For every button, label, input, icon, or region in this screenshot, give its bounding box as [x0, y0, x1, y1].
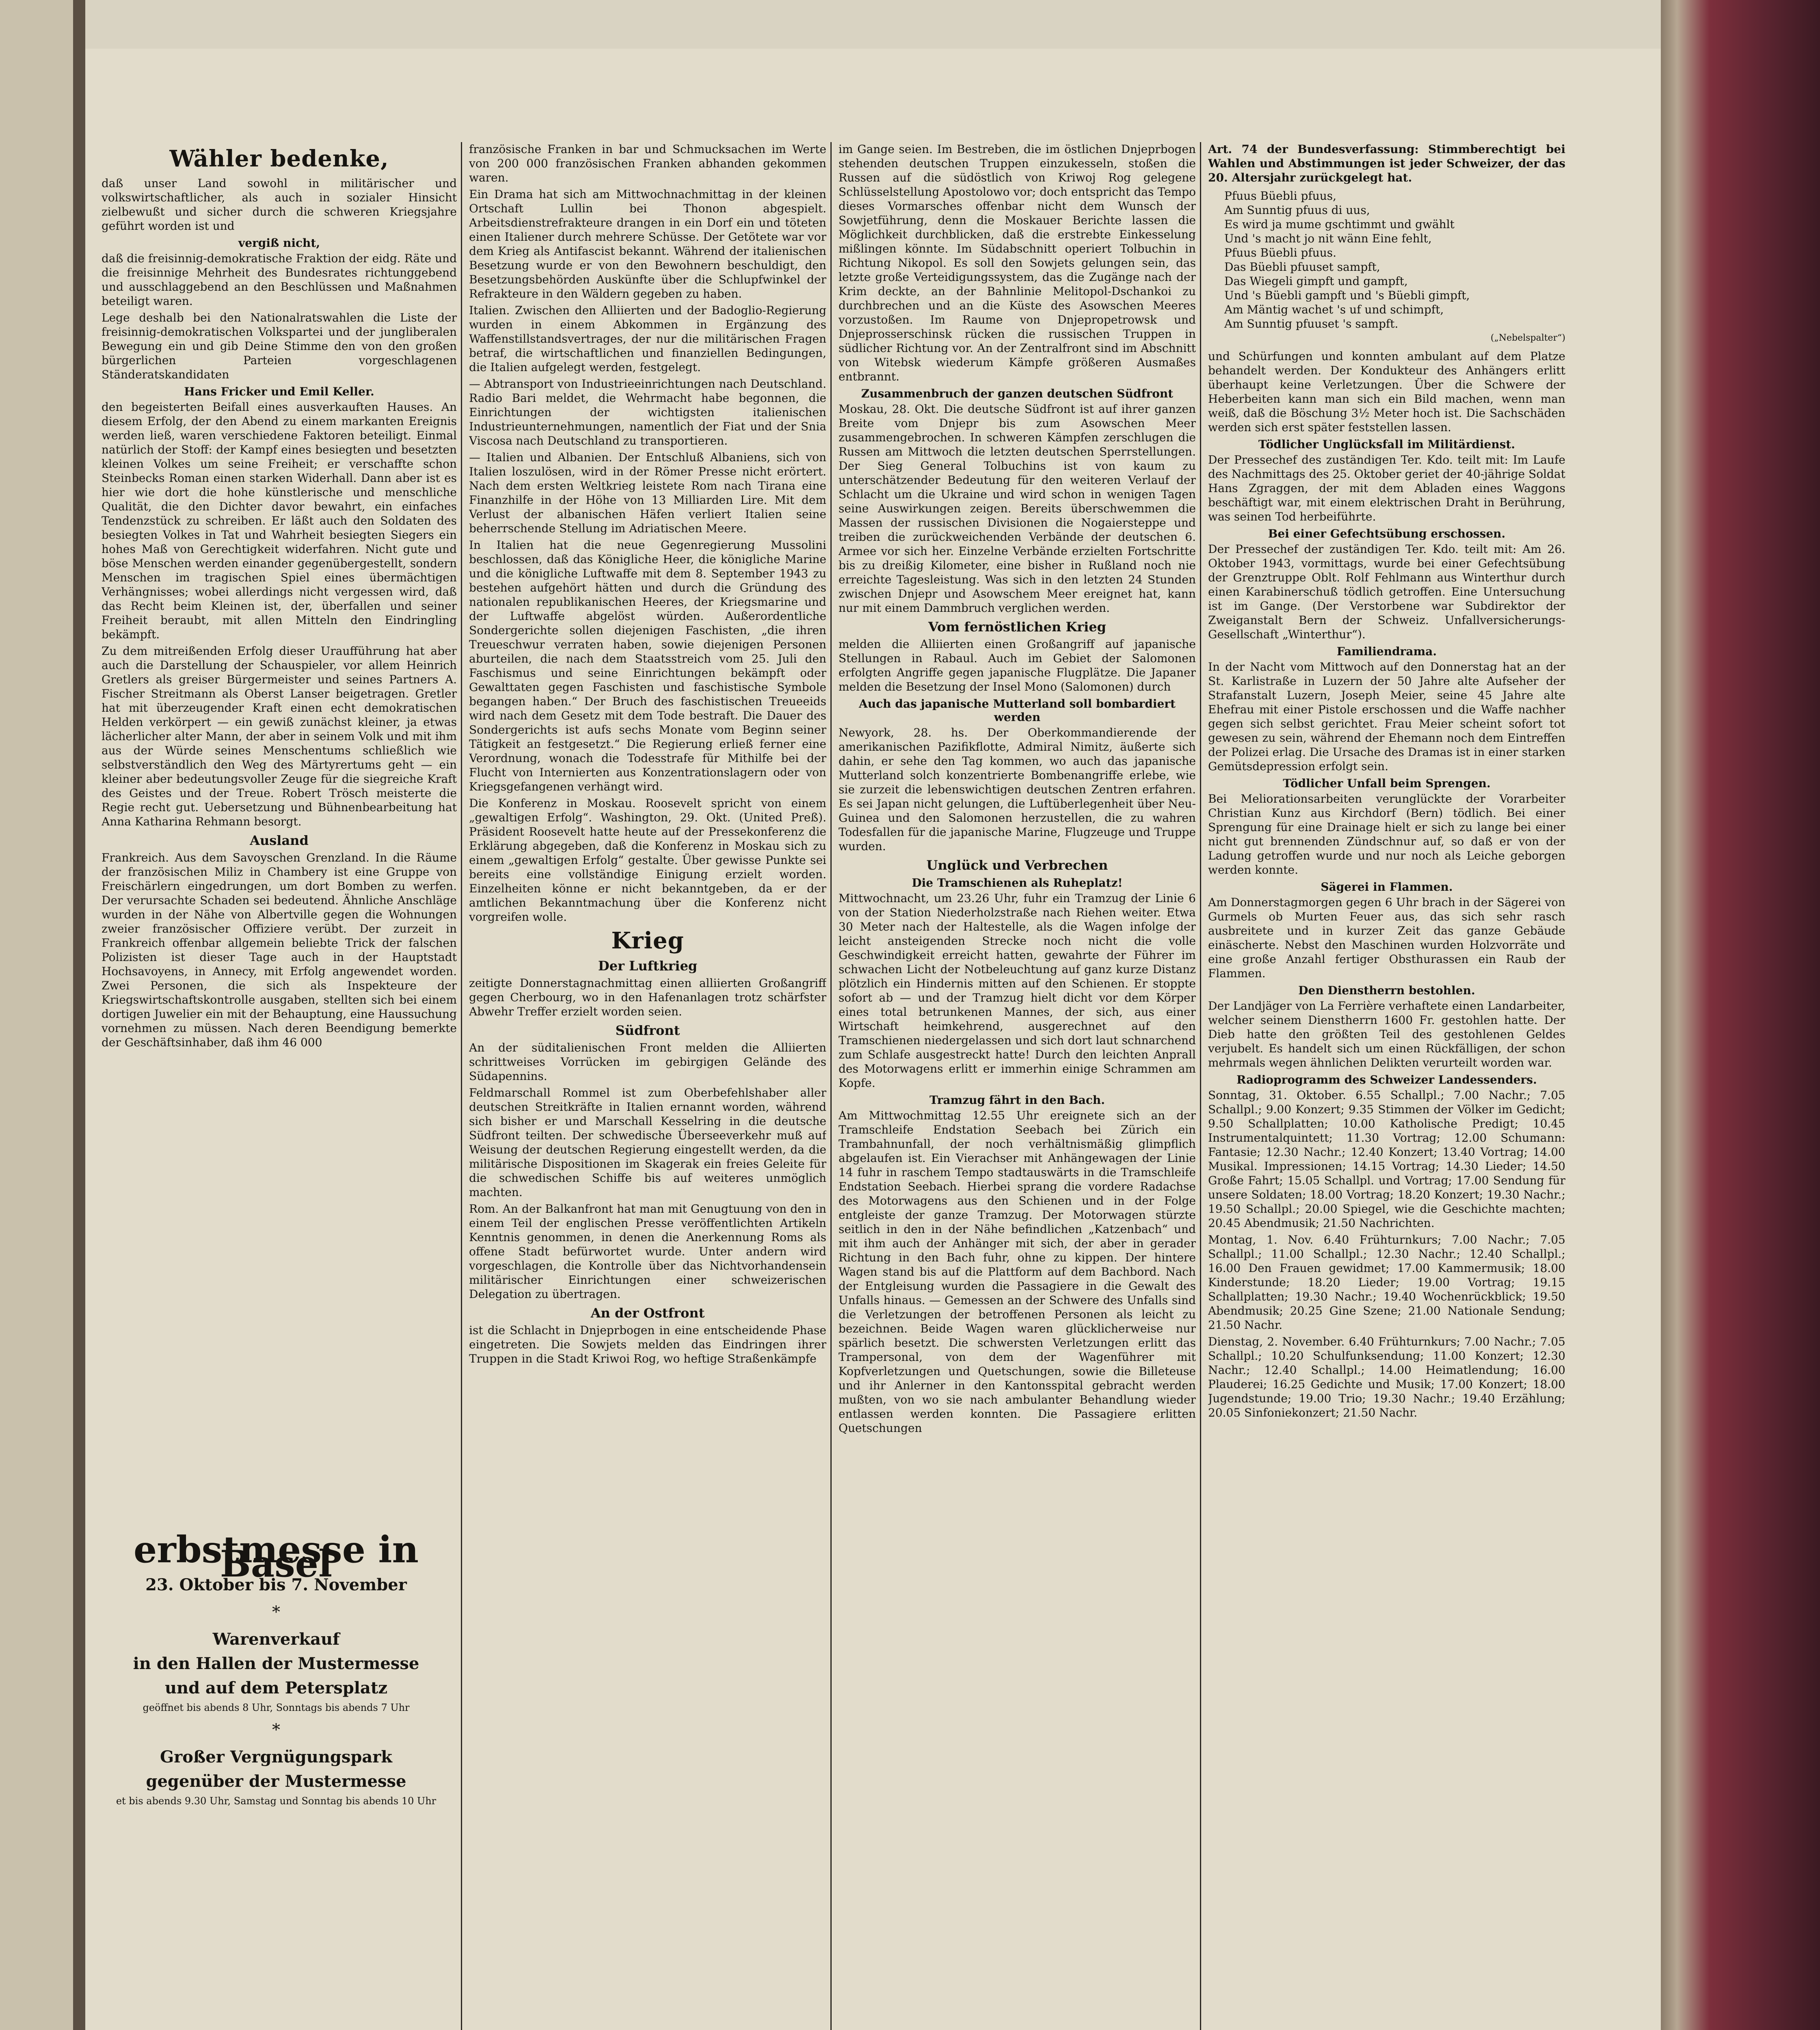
- column-2: [469, 142, 826, 2030]
- fair-advertisement: [93, 1528, 459, 2030]
- poem-line: Am Sunntig pfuuset 's sampft.: [1224, 317, 1399, 330]
- fair-dates: 23. Oktober bis 7. November: [145, 1575, 407, 1594]
- paragraph: Dienstag, 2. November. 6.40 Frühturnkurs; 7.00 Nachr.; 7.05 Schallpl.; 10.20 Schulfunksendung; 11.00 Konzert; 12.30 Nachr.; 12.40 Schallpl.; 14.00 Heimatlendung; 16.00 Plauderei; 16.25 Gedichte und Musik; 17.00 Konzert; 18.00 Jugendstunde; 19.00 Trio; 19.30 Nachr.; 19.40 Erzählung; 20.05 Sinfoniekonzert; 21.50 Nachr.: [1208, 1335, 1565, 1419]
- subheading: Sägerei in Flammen.: [1321, 880, 1453, 894]
- poem: [1224, 189, 1565, 345]
- column-1: [102, 142, 457, 1539]
- paragraph: Der Pressechef der zuständigen Ter. Kdo. teilt mit: Am 26. Oktober 1943, vormittags, wurde bei einer Gefechtsübung der Grenztruppe Oblt. Rolf Fehlmann aus Winterthur durch einen Karabinerschuß tödlich getroffen. Eine Untersuchung ist im Gange. (Der Verstorbene war Subdirektor der Zweiganstalt Bern der Schweiz. Unfallversicherungs-Gesellschaft „Winterthur“).: [1208, 542, 1565, 641]
- paragraph: und Schürfungen und konnten ambulant auf dem Platze behandelt werden. Der Kondukteur des Anhängers erlitt überhaupt keine Verletzungen. Über die Schwere der Heberbeiten kann man sich ein Bild machen, wenn man weiß, daß die Böschung 3½ Meter hoch ist. Die Sachschäden werden sich erst später feststellen lassen.: [1208, 350, 1565, 434]
- fair-line: Warenverkauf: [212, 1630, 340, 1649]
- paragraph: Frankreich. Aus dem Savoyschen Grenzland. In die Räume der französischen Miliz in Chambery ist eine Gruppe von Freischärlern eingedrungen, um dort Bomben zu werfen. Der verursachte Schaden sei bedeutend. Ähnliche Anschläge wurden in der Nähe von Albertville gegen die Wohnungen zweier französischer Offiziere verübt. Der zurzeit in Frankreich offenbar allgemein beliebte Trick der falschen Polizisten ist dieser Tage auch in der Hauptstadt Hochsavoyens, in Annecy, mit Erfolg angewendet worden. Zwei Personen, die sich als Inspekteure der Kriegswirtschaftskontrolle ausgaben, stellten sich bei einem dortigen Juwelier ein mit der Behauptung, eine Haussuchung vornehmen zu müssen. Nach deren Beendigung bemerkte der Geschäftsinhaber, daß ihm 46 000: [102, 851, 457, 1049]
- poem-line: Und 's Büebli gampft und 's Büebli gimpft,: [1224, 289, 1470, 302]
- paragraph: In der Nacht vom Mittwoch auf den Donnerstag hat an der St. Karlistraße in Luzern der 50 Jahre alte Aufseher der Strafanstalt Luzern, Joseph Meier, seine 45 Jahre alte Ehefrau mit einer Pistole erschossen und die Waffe nachher gegen sich selbst gerichtet. Frau Meier scheint sofort tot gewesen zu sein, während der Ehemann noch dem Eintreffen der Polizei erlag. Die Ursache des Dramas ist in einer starken Gemütsdepression erfolgt sein.: [1208, 660, 1565, 773]
- paragraph: französische Franken in bar und Schmucksachen im Werte von 200 000 französischen Franken abhanden gekommen waren.: [469, 143, 826, 184]
- poem-line: Am Mäntig wachet 's uf und schimpft,: [1224, 303, 1444, 316]
- subheading: Familiendrama.: [1336, 645, 1437, 658]
- paragraph: daß die freisinnig-demokratische Fraktion der eidg. Räte und die freisinnige Mehrheit des Bundesrates richtunggebend und ausschlaggebend an den Beschlüssen und Maßnahmen beteiligt waren.: [102, 252, 457, 308]
- poem-line: Pfuus Büebli pfuus,: [1224, 189, 1337, 203]
- poem-line: Das Wiegeli gimpft und gampft,: [1224, 274, 1408, 288]
- paragraph: den begeisterten Beifall eines ausverkauften Hauses. An diesem Erfolg, der den Abend zu einem markanten Ereignis werden ließ, waren verschiedene Faktoren beteiligt. Einmal natürlich der Stoff: der Kampf eines besiegten und besetzten kleinen Volkes um seine Freiheit; er verschaffte schon Steinbecks Roman einen starken Widerhall. Dann aber ist es hier wie dort die hohe künstlerische und menschliche Qualität, die den Dichter davor bewahrt, ein einfaches Tendenzstück zu schreiben. Er läßt auch den Soldaten des besiegten Volkes in Tat und Wahrheit besiegten Siegers ein hohes Maß von Gerechtigkeit widerfahren. Nicht gute und böse Menschen werden einander gegenübergestellt, sondern Menschen im tragischen Spiel eines übermächtigen Verhängnisses; wobei allerdings nicht vergessen wird, daß das Recht beim Kleinen ist, der, überfallen und seiner Freiheit beraubt, mit allen Mitteln den Eindringling bekämpft.: [102, 400, 457, 641]
- section-title: Vom fernöstlichen Krieg: [928, 619, 1106, 635]
- star-separator: *: [272, 1603, 280, 1622]
- paragraph: Mittwochnacht, um 23.26 Uhr, fuhr ein Tramzug der Linie 6 von der Station Niederholzstraße nach Riehen weiter. Etwa 30 Meter nach der Haltestelle, als die Wagen infolge der leicht ansteigenden Strecke noch nicht die volle Geschwindigkeit erreicht hatten, gewahrte der Führer im schwachen Licht der Notbeleuchtung auf ganz kurze Distanz plötzlich ein Hindernis mitten auf den Schienen. Er stoppte sofort ab — und der Tramzug hielt dicht vor dem Körper eines total betrunkenen Mannes, der sich, aus einer Wirtschaft heimkehrend, ausgerechnet auf den Tramschienen niedergelassen und sich dort laut schnarchend zum Schlafe ausgestreckt hatte! Durch den leichten Anprall des Motorwagens erlitt er immerhin einige Schrammen am Kopfe.: [839, 892, 1196, 1090]
- paragraph: Der Pressechef des zuständigen Ter. Kdo. teilt mit: Im Laufe des Nachmittags des 25. Oktober geriet der 40-jährige Soldat Hans Zgraggen, der mit dem Abladen eines Waggons beschäftigt war, mit einem elektrischen Draht in Berührung, was seinen Tod herbeiführte.: [1208, 453, 1565, 523]
- paragraph: Montag, 1. Nov. 6.40 Frühturnkurs; 7.00 Nachr.; 7.05 Schallpl.; 11.00 Schallpl.; 12.30 Nachr.; 12.40 Schallpl.; 16.00 Den Frauen gewidmet; 17.00 Kammermusik; 18.00 Kinderstunde; 18.20 Lieder; 19.00 Vortrag; 19.15 Schallplatten; 19.30 Nachr.; 19.40 Wochenrückblick; 19.50 Abendmusik; 20.25 Gine Szene; 21.00 Nationale Sendung; 21.50 Nachr.: [1208, 1233, 1565, 1332]
- paragraph: Die Konferenz in Moskau. Roosevelt spricht von einem „gewaltigen Erfolg“. Washington, 29. Okt. (United Preß). Präsident Roosevelt hatte heute auf der Pressekonferenz die Erklärung abgegeben, daß die Konferenz in Moskau sich zu einem „gewaltigen Erfolg“ gestalte. Über gewisse Punkte sei bereits eine vollständige Einigung erzielt worden. Einzelheiten könne er nicht bekanntgeben, da er der amtlichen Bekanntmachung über die Konferenz nicht vorgreifen wolle.: [469, 797, 826, 924]
- column-4: [1208, 142, 1565, 2030]
- subheading: Tramzug fährt in den Bach.: [929, 1093, 1105, 1107]
- fair-line: und auf dem Petersplatz: [164, 1678, 388, 1697]
- subheading: Der Luftkrieg: [598, 958, 698, 974]
- subheading: Die Tramschienen als Ruheplatz!: [912, 876, 1123, 890]
- fair-title: erbstmesse in Basel: [134, 1528, 419, 1585]
- fair-line: gegenüber der Mustermesse: [146, 1772, 406, 1791]
- fair-hours: et bis abends 9.30 Uhr, Samstag und Sonntag bis abends 10 Uhr: [116, 1795, 437, 1807]
- paragraph: melden die Alliierten einen Großangriff auf japanische Stellungen in Rabaul. Auch im Gebiet der Salomonen erfolgten Angriffe gegen japanische Flugplätze. Die Japaner melden die Besetzung der Insel Mono (Salomonen) durch: [839, 637, 1196, 693]
- fair-hours: geöffnet bis abends 8 Uhr, Sonntags bis abends 7 Uhr: [143, 1702, 410, 1713]
- column-3: [839, 142, 1196, 2030]
- paragraph: Rom. An der Balkanfront hat man mit Genugtuung von den in einem Teil der englischen Presse veröffentlichten Artikeln Kenntnis genommen, in denen die Anerkennung Roms als offene Stadt befürwortet wurde. Unter andern wird vorgeschlagen, die Kontrolle über das Nichtvorhandensein militärischer Einrichtungen einer schweizerischen Delegation zu übertragen.: [469, 1202, 826, 1301]
- poem-line: Am Sunntig pfuus di uus,: [1224, 203, 1370, 217]
- paragraph: Ein Drama hat sich am Mittwochnachmittag in der kleinen Ortschaft Lullin bei Thonon abgespielt. Arbeitsdienstrefrakteure drangen in ein Dorf ein und töteten einen Italiener durch mehrere Schüsse. Der Getötete war vor dem Krieg als Antifascist bekannt. Während der italienischen Besetzung wurde er von den Bewohnern beschuldigt, den Besetzungsbehörden Auskünfte über die Schlupfwinkel der Refrakteure in den Wäldern gegeben zu haben.: [469, 188, 826, 300]
- section-title: Krieg: [611, 927, 684, 954]
- paragraph: An der süditalienischen Front melden die Alliierten schrittweises Vorrücken im gebirgigen Gelände des Südapennins.: [469, 1041, 826, 1083]
- subheading: Zusammenbruch der ganzen deutschen Südfront: [861, 387, 1174, 400]
- paragraph: Moskau, 28. Okt. Die deutsche Südfront ist auf ihrer ganzen Breite vom Dnjepr bis zum Asowschen Meer zusammengebrochen. In schweren Kämpfen zerschlugen die Russen am Mittwoch die letzten deutschen Sperrstellungen. Der Sieg General Tolbuchins ist von kaum zu unterschätzender Bedeutung für den weiteren Verlauf der Schlacht um die Ukraine und wird schon in wenigen Tagen seine Auswirkungen zeigen. Bereits überschwemmen die Massen der russischen Divisionen die Nogaiersteppe und treiben die zurückweichenden Verbände der deutschen 6. Armee vor sich her. Einzelne Verbände erzielten Fortschritte bis zu dreißig Kilometer, eine bisher in Rußland noch nie erreichte Tagesleistung. Was sich in den letzten 24 Stunden zwischen Dnjepr und Asowschem Meer ereignet hat, kann nur mit einem Dammbruch verglichen werden.: [839, 402, 1196, 615]
- paragraph: — Abtransport von Industrieeinrichtungen nach Deutschland. Radio Bari meldet, die Wehrmacht habe begonnen, die Einrichtungen der wichtigsten italienischen Industrieunternehmungen, namentlich der Fiat und der Snia Viscosa nach Deutschland zu transportieren.: [469, 377, 826, 447]
- subheading: Tödlicher Unfall beim Sprengen.: [1283, 777, 1491, 790]
- subheading: Den Dienstherrn bestohlen.: [1298, 984, 1475, 997]
- poem-line: Es wird ja mume gschtimmt und gwählt: [1224, 218, 1455, 231]
- poem-line: Pfuus Büebli pfuus.: [1224, 246, 1337, 259]
- signature: Hans Fricker und Emil Keller.: [184, 385, 374, 398]
- newspaper-page: [85, 49, 1661, 2030]
- column-rule: [1200, 142, 1201, 2030]
- subheading: vergiß nicht,: [238, 236, 320, 250]
- fair-line: in den Hallen der Mustermesse: [133, 1654, 419, 1673]
- paragraph: daß unser Land sowohl in militärischer und volkswirtschaftlicher, als auch in sozialer Hinsicht zielbewußt und sicher durch die schweren Kriegsjahre geführt worden ist und: [102, 177, 457, 233]
- subheading: Tödlicher Unglücksfall im Militärdienst.: [1258, 438, 1515, 451]
- section-title: Wähler bedenke,: [169, 145, 389, 172]
- paragraph: Am Donnerstagmorgen gegen 6 Uhr brach in der Sägerei von Gurmels ob Murten Feuer aus, das sich sehr rasch ausbreitete und in kurzer Zeit das ganze Gebäude einäscherte. Nebst den Maschinen wurden Holzvorräte und eine große Anzahl fertiger Obsthurassen ein Raub der Flammen.: [1208, 896, 1565, 980]
- book-binding: [1661, 0, 1820, 2030]
- paragraph: Zu dem mitreißenden Erfolg dieser Uraufführung hat aber auch die Darstellung der Schauspieler, vor allem Heinrich Gretlers als greiser Bürgermeister und seines Partners A. Fischer Streitmann als Oberst Lanser beigetragen. Gretler hat mit überzeugender Kraft einen echt demokratischen Helden verkörpert — ein gewiß zunächst kleiner, ja etwas lächerlicher alter Mann, der aber in seinem Volk und mit ihm aus der Würde seines Menschentums schließlich wie selbstverständlich den Weg des Märtyrertums geht — ein kleiner aber bedeutungsvoller Zeuge für die siegreiche Kraft des Geistes und der Treue. Robert Trösch meisterte die Regie recht gut. Uebersetzung und Bühnenbearbeitung hat Anna Katharina Rehmann besorgt.: [102, 644, 457, 828]
- subheading: Radioprogramm des Schweizer Landessenders.: [1236, 1073, 1537, 1086]
- section-title: Ausland: [250, 833, 309, 848]
- poem-source: („Nebelspalter“): [1490, 333, 1565, 343]
- paragraph: Lege deshalb bei den Nationalratswahlen die Liste der freisinnig-demokratischen Volkspartei und der jungliberalen Bewegung ein und gib Deine Stimme den von den großen bürgerlichen Parteien vorgeschlagenen Ständeratskandidaten: [102, 311, 457, 381]
- paragraph: Bei Meliorationsarbeiten verunglückte der Vorarbeiter Christian Kunz aus Kirchdorf (Bern) tödlich. Bei einer Sprengung für eine Drainage hielt er sich zu lange bei einer nicht gut brennenden Zündschnur auf, so daß er von der Ladung getroffen wurde und nur noch als Leiche geborgen werden konnte.: [1208, 792, 1565, 877]
- paragraph: im Gange seien. Im Bestreben, die im östlichen Dnjeprbogen stehenden deutschen Truppen einzukesseln, stoßen die Russen auf die südöstlich von Kriwoj Rog gelegene Schlüsselstellung Apostolowo vor; doch entspricht das Tempo dieses Vormarsches offenbar nicht dem Wunsch der Sowjetführung, denn die Moskauer Berichte lassen die Möglichkeit durchblicken, daß die erstrebte Einkesselung mißlingen könnte. Im Südabschnitt operiert Tolbuchin in Richtung Nikopol. Es soll den Sowjets gelungen sein, das letzte große Verteidigungssystem, das die Zugänge nach der Krim deckte, an der Bahnlinie Melitopol-Dschankoi zu durchbrechen und an die Küste des Asowschen Meeres vorzustoßen. Im Raume von Dnjepropetrowsk und Dnjeprosserschinsk rücken die russischen Truppen in südlicher Richtung vor. An der Zentralfront sind im Abschnitt von Witebsk wiederum Kämpfe größeren Ausmaßes entbrannt.: [839, 143, 1196, 383]
- paragraph: — Italien und Albanien. Der Entschluß Albaniens, sich von Italien loszulösen, wird in der Römer Presse nicht erörtert. Nach dem ersten Weltkrieg leistete Rom nach Tirana eine Finanzhilfe in der Höhe von 13 Milliarden Lire. Mit dem Verlust der albanischen Häfen verliert Italien seine beherrschende Stellung im Adriatischen Meere.: [469, 451, 826, 535]
- poem-line: Und 's macht jo nit wänn Eine fehlt,: [1224, 232, 1432, 245]
- paragraph: Am Mittwochmittag 12.55 Uhr ereignete sich an der Tramschleife Endstation Seebach bei Zürich ein Trambahnunfall, der noch verhältnismäßig glimpflich abgelaufen ist. Ein Vierachser mit Anhängewagen der Linie 14 fuhr in raschem Tempo stadtauswärts in die Tramschleife Endstation Seebach. Hierbei sprang die vordere Radachse des Motorwagens aus den Schienen und in der Folge entgleiste der ganze Tramzug. Der Motorwagen stürzte seitlich in den in der Nähe befindlichen „Katzenbach“ und mit ihm auch der Anhänger mit sich, der aber in gerader Richtung in den Bach fuhr, ohne zu kippen. Der hintere Wagen stand bis auf die Plattform auf dem Bachbord. Nach der Entgleisung wurden die Passagiere in die Gewalt des Unfalls hinaus. — Gemessen an der Schwere des Unfalls sind die Verletzungen der betroffenen Personen als leicht zu bezeichnen. Beide Wagen waren glücklicherweise nur spärlich besetzt. Die schwersten Verletzungen erlitt das Trampersonal, von dem der Wagenführer mit Kopfverletzungen und Quetschungen, sowie die Billeteuse und ihr Anlerner in den Kantonsspital gebracht werden mußten, von wo sie nach ambulanter Behandlung wieder entlassen werden konnten. Die Passagiere erlitten Quetschungen: [839, 1109, 1196, 1435]
- subheading: Südfront: [615, 1023, 680, 1038]
- poem-line: Das Büebli pfuuset sampft,: [1224, 260, 1380, 274]
- paragraph: Sonntag, 31. Oktober. 6.55 Schallpl.; 7.00 Nachr.; 7.05 Schallpl.; 9.00 Konzert; 9.35 Stimmen der Völker im Gedicht; 9.50 Schallplatten; 10.00 Katholische Predigt; 10.45 Instrumentalquintett; 11.30 Vortrag; 12.00 Schumann: Fantasie; 12.30 Nachr.; 12.40 Konzert; 13.40 Vortrag; 14.00 Musikal. Impressionen; 14.15 Vortrag; 14.30 Lieder; 14.50 Große Fahrt; 15.05 Schallpl. und Vortrag; 17.00 Sendung für unsere Soldaten; 18.00 Vortrag; 18.20 Konzert; 19.30 Nachr.; 19.50 Schallpl.; 20.00 Spiegel, wie die Geschichte machten; 20.45 Abendmusik; 21.50 Nachrichten.: [1208, 1088, 1565, 1230]
- paragraph: zeitigte Donnerstagnachmittag einen alliierten Großangriff gegen Cherbourg, wo in den Hafenanlagen trotz schärfster Abwehr Treffer erzielt worden seien.: [469, 976, 826, 1018]
- paragraph: Feldmarschall Rommel ist zum Oberbefehlshaber aller deutschen Streitkräfte in Italien ernannt worden, während sich bisher er und Marschall Kesselring in die deutsche Südfront teilten. Der schwedische Überseeverkehr muß auf Weisung der deutschen Regierung eingestellt werden, da die militärische Dispositionen im Skagerak ein freies Geleite für die schwedischen Schiffe bis auf weiteres unmöglich machten.: [469, 1086, 826, 1199]
- constitution-article: Art. 74 der Bundesverfassung: Stimmberechtigt bei Wahlen und Abstimmungen ist jeder Schweizer, der das 20. Altersjahr zurückgelegt hat.: [1208, 143, 1565, 184]
- paragraph: Der Landjäger von La Ferrière verhaftete einen Landarbeiter, welcher seinem Dienstherrn 1600 Fr. gestohlen hatte. Der Dieb hatte den größten Teil des gestohlenen Geldes verjubelt. Es handelt sich um einen Rückfälligen, der schon mehrmals wegen ähnlichen Delikten verurteilt worden war.: [1208, 999, 1565, 1069]
- star-separator: *: [272, 1721, 280, 1739]
- column-rule: [830, 142, 832, 2030]
- subheading: An der Ostfront: [590, 1305, 705, 1321]
- section-title: Unglück und Verbrechen: [926, 857, 1108, 873]
- subheading: Auch das japanische Mutterland soll bombardiert werden: [859, 697, 1176, 724]
- subheading: Bei einer Gefechtsübung erschossen.: [1268, 527, 1506, 540]
- previous-page-edge: [0, 0, 85, 2030]
- paragraph: Italien. Zwischen den Alliierten und der Badoglio-Regierung wurden in einem Abkommen in Ergänzung des Waffenstillstandsvertrages, der nur die militärischen Fragen betraf, die wirtschaftlichen und finanziellen Bedingungen, die Italien aufgelegt werden, festgelegt.: [469, 304, 826, 374]
- paragraph: In Italien hat die neue Gegenregierung Mussolini beschlossen, daß das Königliche Heer, die königliche Marine und die königliche Luftwaffe mit dem 8. September 1943 zu bestehen aufgehört hätten und durch die Gründung des nationalen republikanischen Heeres, der Kriegsmarine und der Luftwaffe abgelöst würden. Außerordentliche Sondergerichte sollen diejenigen Faschisten, „die ihren Treueschwur verraten haben, sowie diejenigen Personen aburteilen, die nach dem Staatsstreich vom 25. Juli den Faschismus und seine Einrichtungen bekämpft oder Gewalttaten gegen Faschisten und faschistische Symbole begangen haben.“ Der Bruch des faschistischen Treueeids wird nach dem Gesetz mit dem Tode bestraft. Die Dauer des Sondergerichts ist aufs sechs Monate vom Beginn seiner Tätigkeit an festgesetzt.“ Die Regierung erließ ferner eine Verordnung, wonach die Todesstrafe für Mithilfe bei der Flucht von Internierten aus Konzentrationslagern oder von Kriegsgefangenen verhängt wird.: [469, 538, 826, 793]
- paragraph: ist die Schlacht in Dnjeprbogen in eine entscheidende Phase eingetreten. Die Sowjets melden das Eindringen ihrer Truppen in die Stadt Kriwoi Rog, wo heftige Straßenkämpfe: [469, 1324, 826, 1365]
- fair-line: Großer Vergnügungspark: [160, 1747, 393, 1767]
- column-rule: [461, 142, 462, 2030]
- page-gutter: [73, 0, 85, 2030]
- paragraph: Newyork, 28. hs. Der Oberkommandierende der amerikanischen Pazifikflotte, Admiral Nimitz, äußerte sich dahin, er sehe den Tag kommen, wo auch das japanische Mutterland solch konzentrierte Bombenangriffe erlebe, wie sie zurzeit die lebenswichtigen deutschen Zentren erfahren. Es sei Japan nicht gelungen, die Luftüberlegenheit über Neu-Guinea und den Salomonen herzustellen, die zu wahren Todesfallen für die japanische Marine, Flugzeuge und Truppe wurden.: [839, 726, 1196, 853]
